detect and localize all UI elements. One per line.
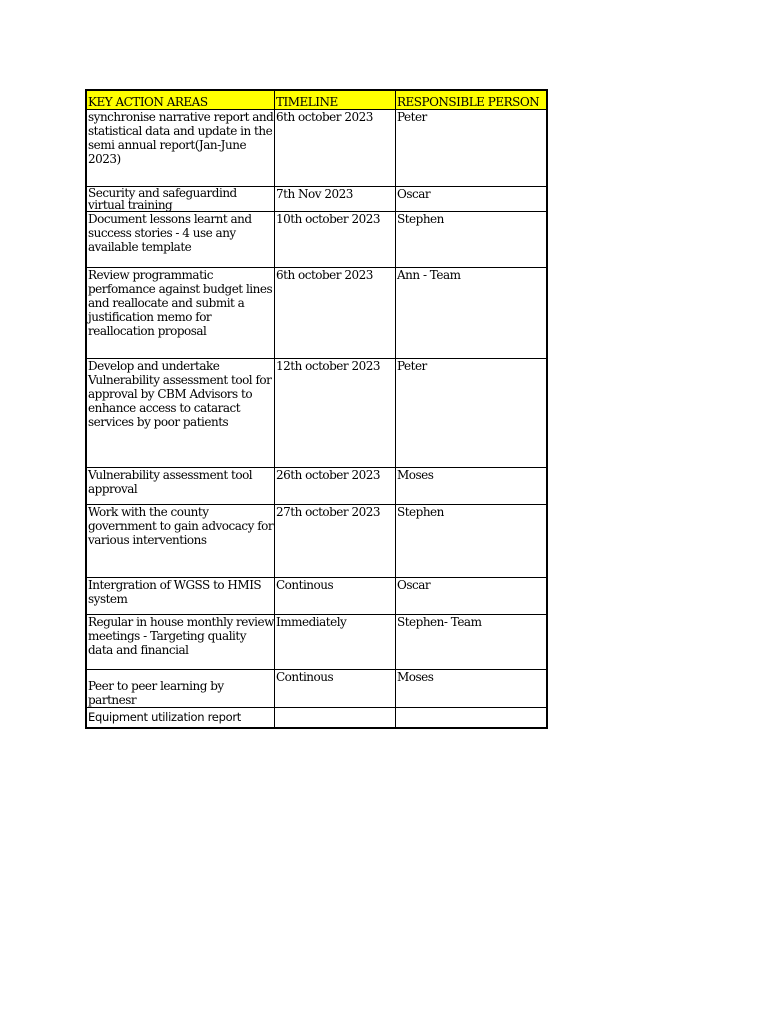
header-timeline[interactable]: TIMELINE [275,90,396,110]
timeline-cell[interactable]: 10th october 2023 [275,212,396,268]
action-cell[interactable]: Develop and undertake Vulnerability assessment tool for approval by CBM Advisors to enhance access to cataract services by poor patients [86,359,275,468]
table-row [86,268,547,359]
timeline-cell[interactable]: Continous [275,670,396,708]
table-row [86,212,547,268]
timeline-cell[interactable]: 7th Nov 2023 [275,187,396,212]
person-cell[interactable]: Oscar [396,578,548,615]
timeline-cell[interactable]: Continous [275,578,396,615]
timeline-cell[interactable]: 12th october 2023 [275,359,396,468]
timeline-cell[interactable]: 26th october 2023 [275,468,396,505]
table-row [86,615,547,670]
timeline-cell[interactable]: 6th october 2023 [275,110,396,187]
person-cell[interactable]: Peter [396,359,548,468]
action-cell[interactable]: Intergration of WGSS to HMIS system [86,578,275,615]
person-cell[interactable]: Stephen [396,212,548,268]
action-cell[interactable]: Document lessons learnt and success stories - 4 use any available template [86,212,275,268]
table-row [86,468,547,505]
table-row [86,110,547,187]
person-cell[interactable]: Peter [396,110,548,187]
person-cell[interactable]: Moses [396,670,548,708]
table-row [86,670,547,708]
timeline-cell[interactable]: 6th october 2023 [275,268,396,359]
timeline-cell[interactable] [275,708,396,728]
person-cell[interactable]: Stephen- Team [396,615,548,670]
table-header-row [86,90,547,110]
timeline-cell[interactable]: Immediately [275,615,396,670]
table-row [86,505,547,578]
action-cell[interactable]: synchronise narrative report and statistical data and update in the semi annual report(Jan-June 2023) [86,110,275,187]
table-row [86,187,547,212]
action-cell[interactable]: Regular in house monthly review meetings - Targeting quality data and financial [86,615,275,670]
person-cell[interactable]: Moses [396,468,548,505]
action-cell[interactable]: Equipment utilization report [86,708,275,728]
person-cell[interactable] [396,708,548,728]
action-cell[interactable]: Security and safeguardind virtual training [86,187,275,212]
table-row [86,578,547,615]
header-responsible-person[interactable]: RESPONSIBLE PERSON [396,90,548,110]
header-key-action-areas[interactable]: KEY ACTION AREAS [86,90,275,110]
action-plan-table [85,89,548,729]
person-cell[interactable]: Stephen [396,505,548,578]
action-cell[interactable]: Vulnerability assessment tool approval [86,468,275,505]
person-cell[interactable]: Oscar [396,187,548,212]
timeline-cell[interactable]: 27th october 2023 [275,505,396,578]
table-row [86,359,547,468]
action-cell[interactable]: Peer to peer learning by partnesr [86,670,275,708]
person-cell[interactable]: Ann - Team [396,268,548,359]
action-cell[interactable]: Work with the county government to gain advocacy for various interventions [86,505,275,578]
action-cell[interactable]: Review programmatic perfomance against budget lines and reallocate and submit a justification memo for reallocation proposal [86,268,275,359]
table-row [86,708,547,728]
